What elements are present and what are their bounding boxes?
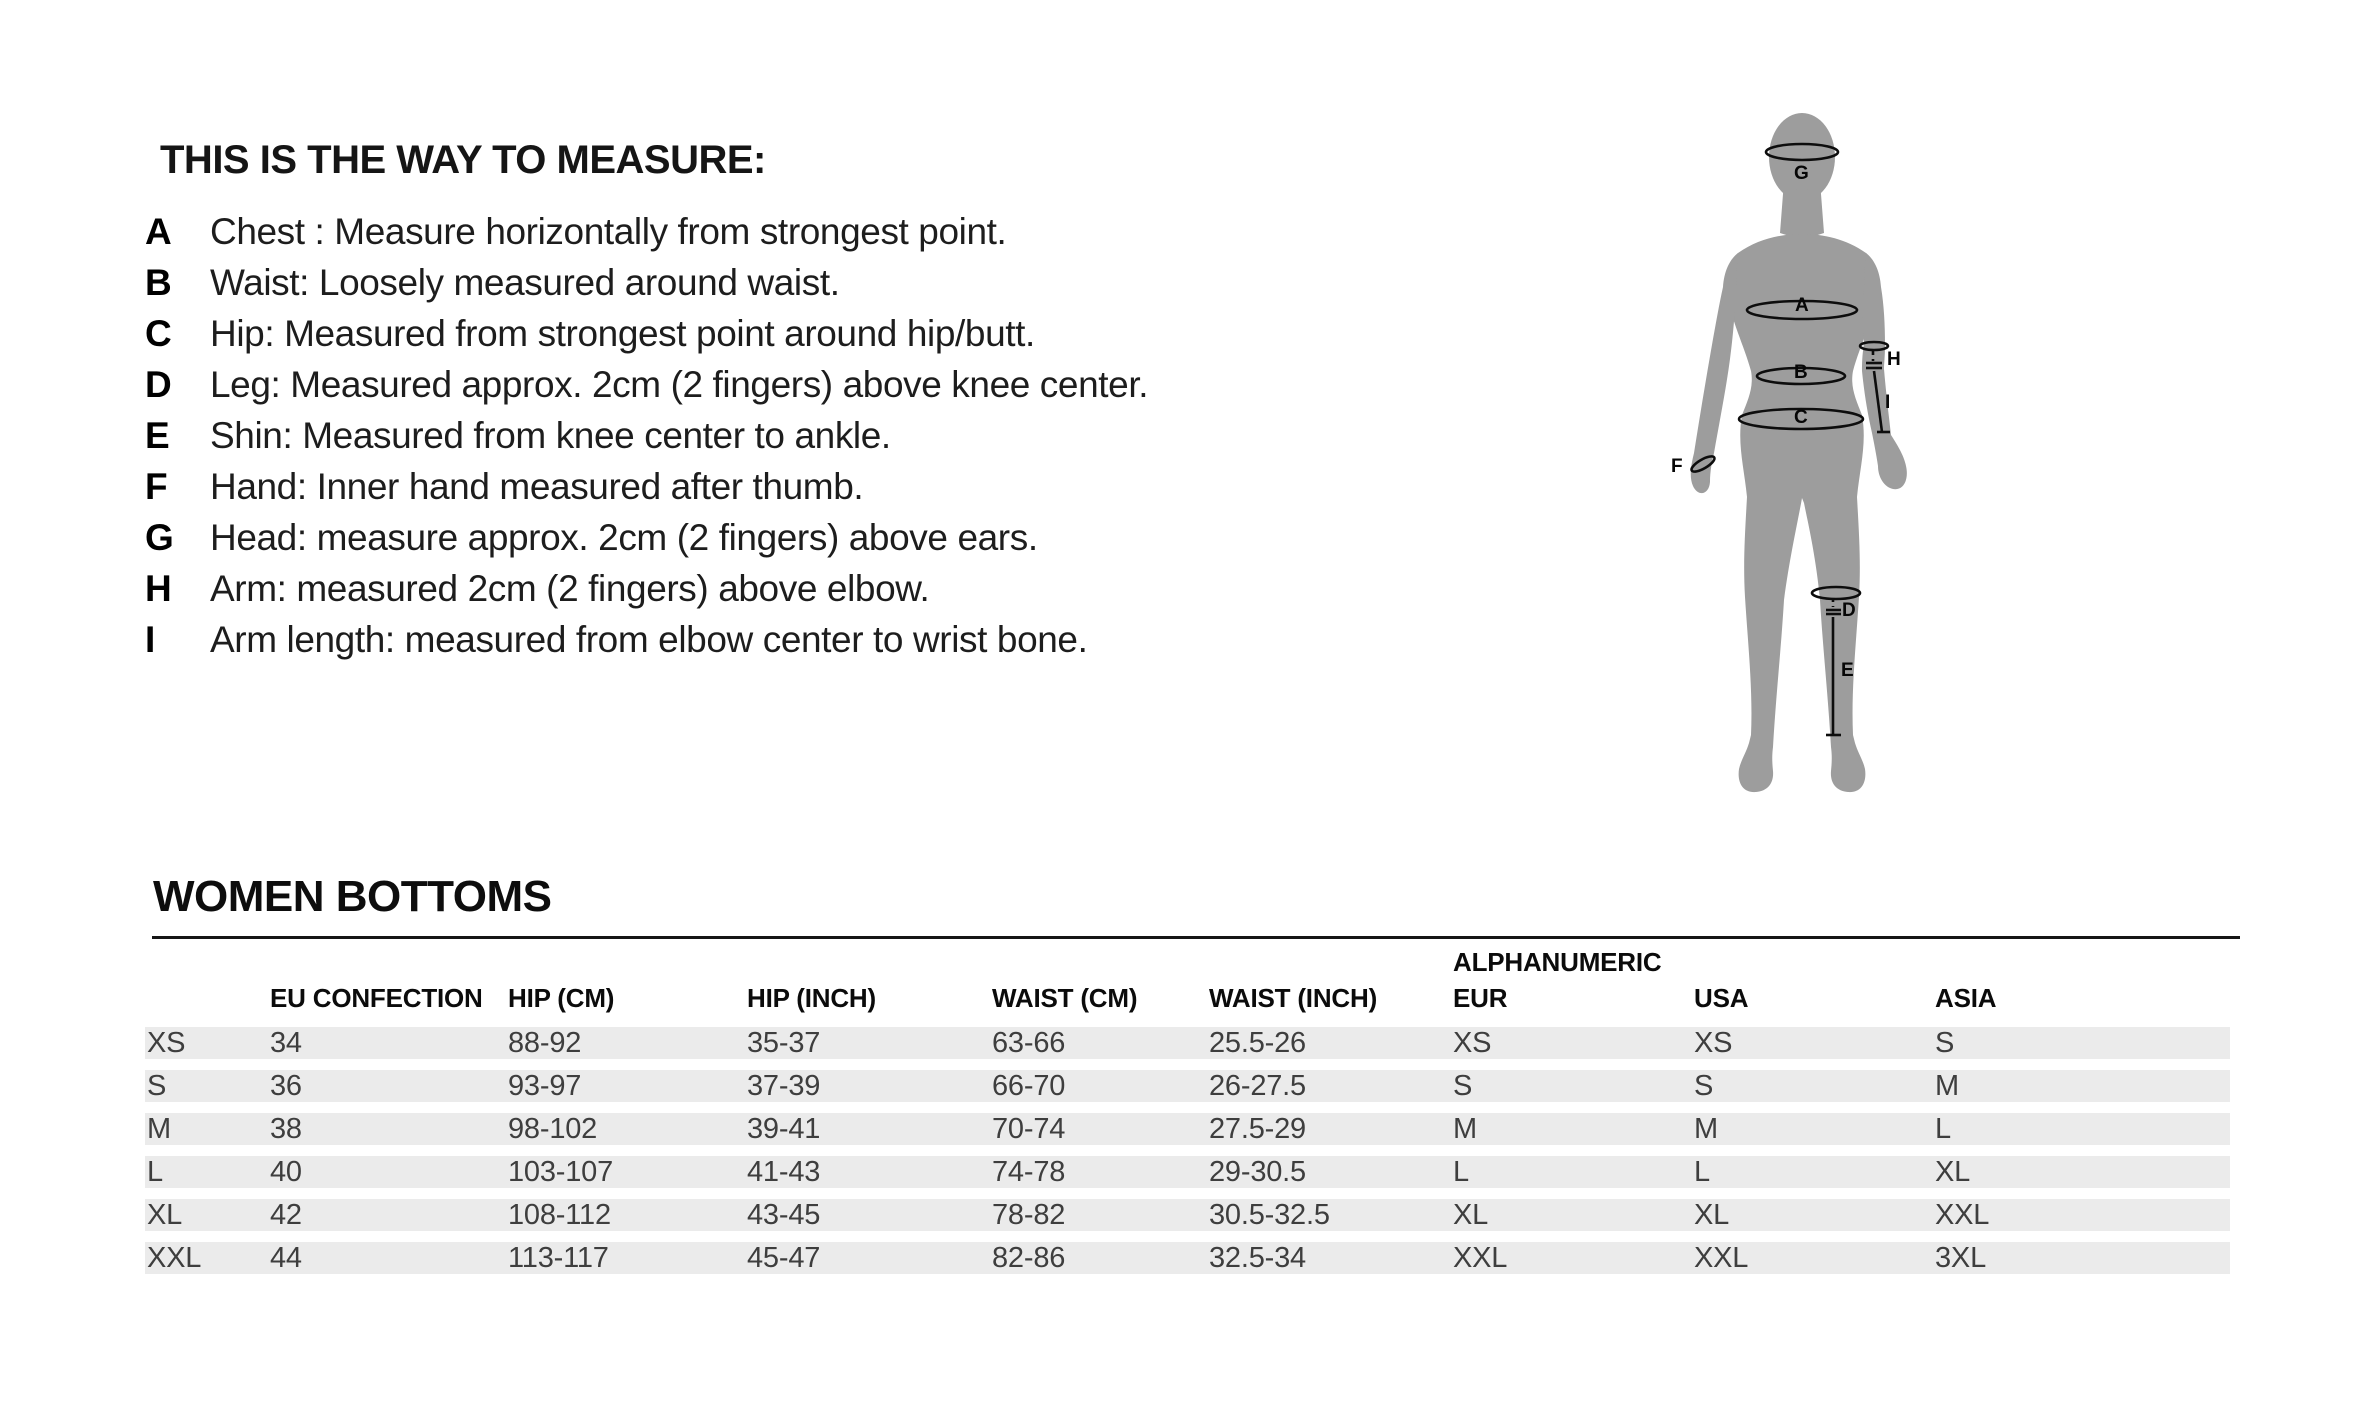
item-letter: D [145, 364, 172, 405]
list-item [145, 359, 1148, 410]
cell: 74-78 [992, 1156, 1066, 1188]
cell: XL [1694, 1199, 1730, 1231]
cell: XXL [147, 1242, 202, 1274]
cell: 82-86 [992, 1242, 1066, 1274]
col-header-eur: EUR [1453, 983, 1508, 1013]
cell: 34 [270, 1027, 302, 1059]
cell: 41-43 [747, 1156, 821, 1188]
label-G: G [1794, 163, 1809, 184]
table-header-group-row [145, 944, 2230, 980]
measure-instruction-list [145, 206, 1148, 665]
table-row-l [145, 1156, 2230, 1188]
item-text: Leg: Measured approx. 2cm (2 fingers) above knee center. [210, 364, 1149, 405]
cell: 40 [270, 1156, 302, 1188]
cell: 30.5-32.5 [1209, 1199, 1330, 1231]
cell: 3XL [1935, 1242, 1986, 1274]
col-header-waist-cm: WAIST (CM) [992, 983, 1138, 1013]
table-row-m [145, 1113, 2230, 1145]
item-text: Chest : Measure horizontally from strongest point. [210, 211, 1007, 252]
column-group-alphanumeric: ALPHANUMERIC [1453, 947, 1662, 977]
list-item [145, 563, 1148, 614]
item-text: Hand: Inner hand measured after thumb. [210, 466, 864, 507]
cell: M [1694, 1113, 1718, 1145]
label-A: A [1795, 295, 1809, 316]
item-letter: E [145, 415, 170, 456]
cell: L [1453, 1156, 1469, 1188]
item-letter: F [145, 466, 168, 507]
label-H: H [1887, 349, 1901, 370]
item-letter: I [145, 619, 155, 660]
cell: XXL [1694, 1242, 1749, 1274]
cell: 26-27.5 [1209, 1070, 1306, 1102]
cell: 78-82 [992, 1199, 1066, 1231]
cell: XS [147, 1027, 186, 1059]
list-item [145, 308, 1148, 359]
cell: XL [1453, 1199, 1489, 1231]
cell: 29-30.5 [1209, 1156, 1306, 1188]
cell: S [1694, 1070, 1714, 1102]
cell: 43-45 [747, 1199, 821, 1231]
item-text: Arm: measured 2cm (2 fingers) above elbow. [210, 568, 930, 609]
cell: 27.5-29 [1209, 1113, 1306, 1145]
list-item [145, 614, 1148, 665]
cell: 35-37 [747, 1027, 821, 1059]
cell: 88-92 [508, 1027, 582, 1059]
table-body [145, 1027, 2230, 1274]
cell: 108-112 [508, 1199, 611, 1231]
cell: 39-41 [747, 1113, 821, 1145]
cell: XL [1935, 1156, 1971, 1188]
item-text: Arm length: measured from elbow center to wrist bone. [210, 619, 1088, 660]
measure-guide-title: THIS IS THE WAY TO MEASURE: [160, 138, 766, 182]
cell: M [1453, 1113, 1477, 1145]
cell: L [1694, 1156, 1710, 1188]
list-item [145, 512, 1148, 563]
list-item [145, 461, 1148, 512]
label-E: E [1841, 660, 1854, 681]
table-row-xs [145, 1027, 2230, 1059]
cell: L [1935, 1113, 1951, 1145]
item-text: Head: measure approx. 2cm (2 fingers) above ears. [210, 517, 1038, 558]
label-F: F [1671, 456, 1683, 477]
col-header-asia: ASIA [1935, 983, 1997, 1013]
body-measurement-figure [1666, 105, 1920, 805]
cell: 32.5-34 [1209, 1242, 1306, 1274]
cell: 38 [270, 1113, 302, 1145]
item-letter: G [145, 517, 174, 558]
cell: XXL [1935, 1199, 1990, 1231]
cell: 93-97 [508, 1070, 582, 1102]
table-row-xl [145, 1199, 2230, 1231]
col-header-hip-cm: HIP (CM) [508, 983, 615, 1013]
item-letter: H [145, 568, 172, 609]
cell: XXL [1453, 1242, 1508, 1274]
list-item [145, 206, 1148, 257]
cell: 45-47 [747, 1242, 821, 1274]
cell: S [1453, 1070, 1473, 1102]
female-silhouette-diagram [1666, 105, 1920, 805]
cell: XL [147, 1199, 183, 1231]
cell: 36 [270, 1070, 302, 1102]
item-text: Waist: Loosely measured around waist. [210, 262, 840, 303]
cell: S [147, 1070, 167, 1102]
cell: 42 [270, 1199, 302, 1231]
item-text: Shin: Measured from knee center to ankle. [210, 415, 891, 456]
table-row-s [145, 1070, 2230, 1102]
item-letter: C [145, 313, 172, 354]
cell: 66-70 [992, 1070, 1066, 1102]
col-header-usa: USA [1694, 983, 1749, 1013]
table-row-xxl [145, 1242, 2230, 1274]
cell: M [1935, 1070, 1959, 1102]
cell: 98-102 [508, 1113, 598, 1145]
cell: XS [1694, 1027, 1733, 1059]
item-text: Hip: Measured from strongest point around hip/butt. [210, 313, 1035, 354]
list-item [145, 410, 1148, 461]
col-header-eu-confection: EU CONFECTION [270, 983, 483, 1013]
cell: 37-39 [747, 1070, 821, 1102]
table-header-row [145, 980, 2230, 1016]
cell: L [147, 1156, 163, 1188]
cell: S [1935, 1027, 1955, 1059]
label-B: B [1794, 362, 1808, 383]
female-silhouette [1691, 113, 1907, 792]
col-header-size [145, 980, 268, 1016]
list-item [145, 257, 1148, 308]
cell: M [147, 1113, 171, 1145]
cell: 103-107 [508, 1156, 614, 1188]
cell: 44 [270, 1242, 302, 1274]
label-I: I [1885, 392, 1891, 413]
cell: XS [1453, 1027, 1492, 1059]
table-title: WOMEN BOTTOMS [153, 872, 552, 921]
col-header-hip-inch: HIP (INCH) [747, 983, 876, 1013]
item-letter: A [145, 211, 172, 252]
women-bottoms-size-table [145, 944, 2230, 1274]
label-C: C [1794, 407, 1808, 428]
col-header-waist-inch: WAIST (INCH) [1209, 983, 1378, 1013]
item-letter: B [145, 262, 172, 303]
cell: 70-74 [992, 1113, 1066, 1145]
title-underline [152, 936, 2240, 939]
label-D: D [1842, 600, 1856, 621]
cell: 63-66 [992, 1027, 1066, 1059]
cell: 25.5-26 [1209, 1027, 1306, 1059]
cell: 113-117 [508, 1242, 609, 1274]
